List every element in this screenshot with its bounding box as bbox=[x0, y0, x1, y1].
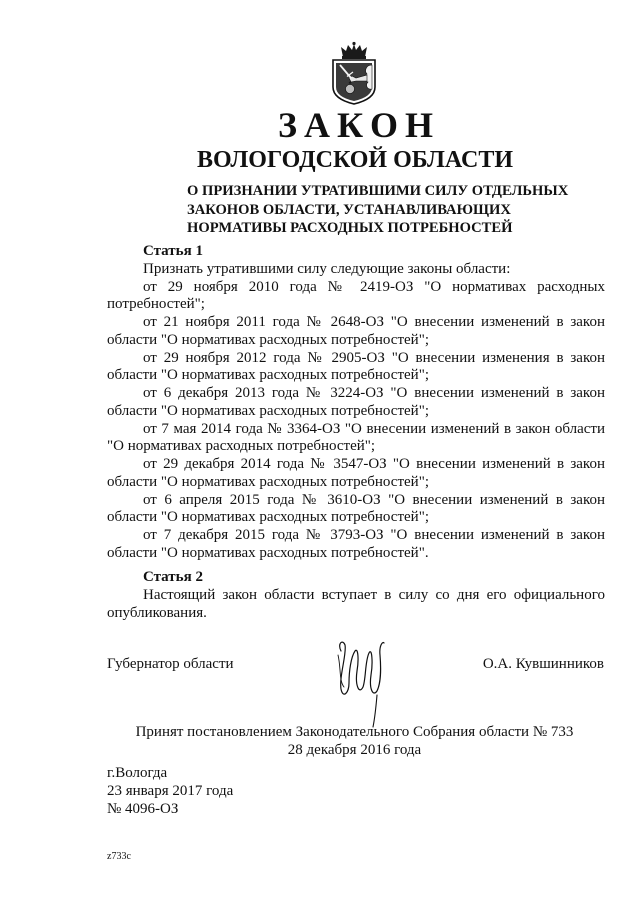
item-line: области "О нормативах расходных потребностей"; bbox=[107, 402, 429, 419]
item-line: от 29 декабря 2014 года № 3547-ОЗ "О внесении изменений в закон bbox=[143, 456, 605, 472]
signature-icon bbox=[333, 637, 385, 729]
item-line: области "О нормативах расходных потребностей"; bbox=[107, 331, 429, 348]
item-line: от 7 мая 2014 года № 3364-ОЗ "О внесении изменений в закон области bbox=[143, 420, 605, 437]
item-line: области "О нормативах расходных потребностей"; bbox=[107, 367, 429, 384]
signatory-position: Губернатор области bbox=[107, 656, 234, 672]
item-line: от 29 ноября 2012 года № 2905-ОЗ "О внесении изменения в закон bbox=[143, 349, 605, 366]
repealed-law-item bbox=[107, 279, 605, 315]
repealed-law-item bbox=[107, 527, 605, 563]
article-text-line: Настоящий закон области вступает в силу со дня его официального bbox=[143, 586, 605, 603]
coat-of-arms-icon bbox=[330, 41, 378, 105]
repealed-law-item bbox=[107, 385, 605, 421]
adoption-date: 28 декабря 2016 года bbox=[287, 741, 422, 758]
crown-icon bbox=[341, 42, 367, 59]
item-line: от 29 ноября 2010 года № 2419-ОЗ "О нормативах расходных bbox=[143, 278, 605, 295]
item-line: "О нормативах расходных потребностей"; bbox=[107, 438, 376, 455]
adoption-line: Принят постановлением Законодательного Собрания области № 733 bbox=[135, 724, 574, 740]
law-subject-title bbox=[187, 182, 568, 238]
item-line: от 21 ноября 2011 года № 2648-ОЗ "О внесении изменений в закон bbox=[143, 314, 605, 330]
document-footer bbox=[107, 764, 233, 818]
item-line: от 6 апреля 2015 года № 3610-ОЗ "О внесении изменений в закон bbox=[143, 491, 605, 508]
handwritten-signature bbox=[333, 637, 385, 729]
document-type-title: З А К О Н bbox=[277, 105, 433, 145]
document-code: z733c bbox=[107, 851, 131, 862]
article-heading: Статья 1 bbox=[143, 243, 203, 259]
signatory-name: О.А. Кувшинников bbox=[482, 656, 604, 672]
region-title: ВОЛОГОДСКОЙ ОБЛАСТИ bbox=[196, 147, 514, 173]
repealed-law-item bbox=[107, 314, 605, 350]
signing-date: 23 января 2017 года bbox=[107, 783, 234, 799]
coat-of-arms-svg bbox=[330, 41, 378, 105]
adoption-note bbox=[107, 724, 602, 759]
law-number: № 4096-ОЗ bbox=[107, 801, 179, 817]
item-line: области "О нормативах расходных потребностей"; bbox=[107, 509, 429, 526]
item-line: области "О нормативах расходных потребностей"; bbox=[107, 473, 429, 490]
repealed-law-item bbox=[107, 350, 605, 386]
subject-line: О ПРИЗНАНИИ УТРАТИВШИМИ СИЛУ ОТДЕЛЬНЫХ bbox=[187, 183, 569, 199]
signing-place: г.Вологда bbox=[107, 765, 168, 781]
item-line: от 7 декабря 2015 года № 3793-ОЗ "О внесении изменений в закон bbox=[143, 527, 605, 543]
article-2 bbox=[107, 569, 605, 622]
repealed-law-item bbox=[107, 456, 605, 492]
repealed-law-item bbox=[107, 492, 605, 528]
subject-line: НОРМАТИВЫ РАСХОДНЫХ ПОТРЕБНОСТЕЙ bbox=[187, 220, 513, 236]
item-line: области "О нормативах расходных потребностей". bbox=[107, 544, 429, 561]
item-line: потребностей"; bbox=[107, 296, 205, 313]
article-text-line: опубликования. bbox=[107, 604, 207, 621]
article-intro: Признать утратившими силу следующие законы области: bbox=[143, 260, 511, 277]
subject-line: ЗАКОНОВ ОБЛАСТИ, УСТАНАВЛИВАЮЩИХ bbox=[187, 201, 511, 218]
item-line: от 6 декабря 2013 года № 3224-ОЗ "О внесении изменений в закон bbox=[143, 385, 605, 401]
article-1 bbox=[107, 243, 605, 563]
repealed-law-item bbox=[107, 421, 605, 457]
article-heading: Статья 2 bbox=[143, 569, 203, 585]
shield-icon bbox=[333, 60, 375, 104]
